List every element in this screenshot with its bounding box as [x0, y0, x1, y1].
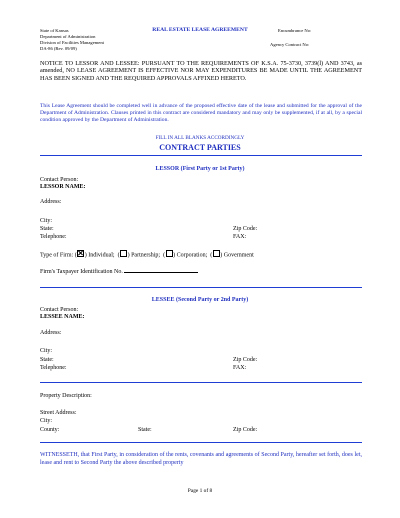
property-state-label: State: [138, 427, 152, 433]
lessee-telephone-label: Telephone: [40, 365, 67, 371]
taxpayer-label: Firm's Taxpayer Identification No. [40, 269, 123, 275]
firm-corporation-checkbox[interactable] [166, 250, 173, 257]
firm-partnership-label: Partnership; [131, 252, 161, 259]
section-divider [40, 155, 362, 156]
property-divider [40, 442, 362, 443]
form-number: DA-86 (Rev. 09/09) [40, 46, 77, 51]
lessee-fax-label: FAX: [233, 365, 247, 371]
firm-type-row: Type of Firm: ( ) Individual; ( ) Partnership; ( ) Corporation; ( ) Government [40, 250, 254, 260]
property-zip-label: Zip Code: [233, 427, 258, 433]
property-street-label: Street Address: [40, 410, 77, 416]
taxpayer-row [40, 267, 198, 276]
page-number: Page 1 of 8 [187, 488, 213, 494]
firm-individual-checkbox[interactable] [77, 250, 84, 257]
intro-paragraph: This Lease Agreement should be completed well in advance of the proposed effective date of the lease and submitted for the approval of the Department of Administration. Clauses printed in this contract are considered mandatory and may only be supplemented, if at all, by a special condition approved by the Department of Administration. [40, 103, 362, 123]
notice-paragraph: NOTICE TO LESSOR AND LESSEE: PURSUANT TO THE REQUIREMENTS OF K.S.A. 75-3730, 3739(l) AND 3743, as amended, NO LEASE AGREEMENT IS EFFECTIVE NOR MAY EXPENDITURES BE MADE UNTIL THE AGREEMENT HAS BEEN SIGNED AND THE REQUIRED APPROVALS AFFIXED HERETO. [40, 60, 362, 82]
lessee-heading: LESSEE (Second Party or 2nd Party) [151, 297, 249, 303]
lessor-city-label: City: [40, 218, 53, 224]
lessor-state-label: State: [40, 226, 54, 232]
lessee-zip-label: Zip Code: [233, 357, 258, 363]
lessee-address-label: Address: [40, 330, 62, 336]
division-label: Division of Facilities Management [40, 40, 104, 45]
encumbrance-label: Encumbrance No: [278, 28, 312, 33]
lessor-fax-label: FAX: [233, 234, 247, 240]
lessor-telephone-label: Telephone: [40, 234, 67, 240]
taxpayer-id-field[interactable] [124, 267, 198, 273]
firm-government-checkbox[interactable] [213, 250, 220, 257]
property-city-label: City: [40, 418, 53, 424]
firm-partnership-checkbox[interactable] [120, 250, 127, 257]
section-title: CONTRACT PARTIES [159, 143, 241, 152]
firm-type-label: Type of Firm: [40, 252, 74, 259]
fill-note: FILL IN ALL BLANKS ACCORDINGLY [155, 135, 245, 141]
lessor-zip-label: Zip Code: [233, 226, 258, 232]
property-county-label: County: [40, 427, 60, 433]
lessee-state-label: State: [40, 357, 54, 363]
lessor-heading: LESSOR (First Party or 1st Party) [155, 166, 245, 172]
document-title: REAL ESTATE LEASE AGREEMENT [152, 27, 248, 33]
agency-contract-label: Agency Contract No: [270, 42, 310, 47]
firm-government-label: Government [223, 252, 254, 259]
lessor-name-label: LESSOR NAME: [40, 184, 86, 190]
department-label: Department of Administration [40, 34, 96, 39]
firm-corporation-label: Corporation; [176, 252, 208, 259]
lessee-contact-label: Contact Person: [40, 307, 79, 313]
lessor-address-label: Address: [40, 199, 62, 205]
firm-individual-label: Individual; [88, 252, 115, 259]
lessor-divider [40, 287, 362, 288]
lessor-contact-label: Contact Person: [40, 177, 79, 183]
witnesseth-paragraph: WITNESSETH, that First Party, in consideration of the rents, covenants and agreements of Second Party, hereafter set forth, does let, lease and rent to Second Party the above described property [40, 452, 362, 466]
state-label: State of Kansas [40, 28, 69, 33]
lessee-city-label: City: [40, 348, 53, 354]
property-description-label: Property Description: [40, 393, 92, 399]
lessee-divider [40, 382, 362, 383]
lessee-name-label: LESSEE NAME: [40, 314, 85, 320]
